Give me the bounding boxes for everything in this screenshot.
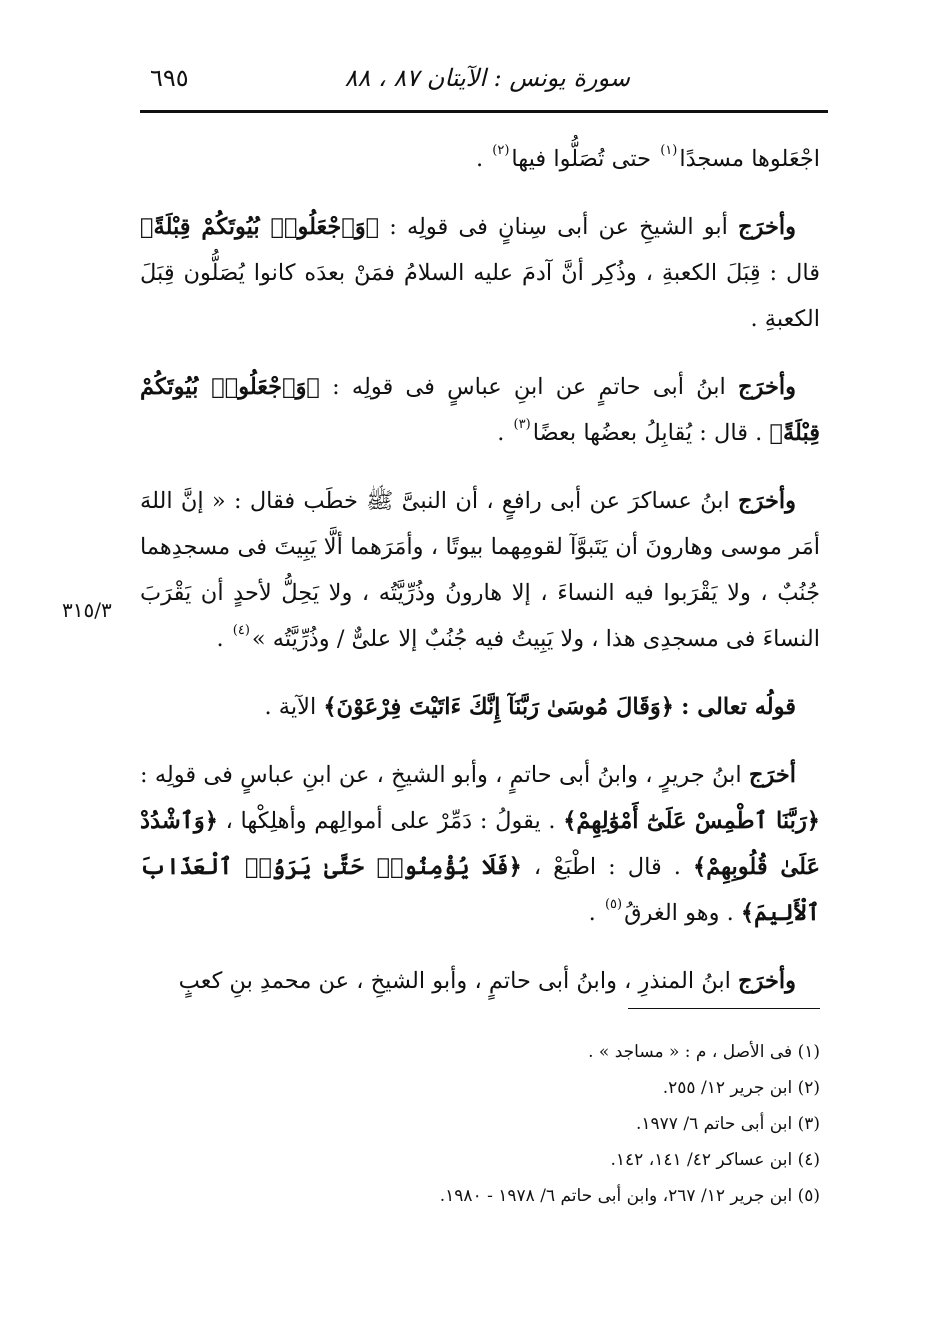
footnotes (140, 1034, 820, 1214)
text-run: . (216, 626, 231, 652)
text-run: ابنُ عساكرَ عن أبى رافعٍ ، أن النبىَّ ﷺ خطَب فقال : « إنَّ اللهَ أمَر موسى وهارونَ أن يَتَبوَّآ لقومِهما بيوتًا ، وأمَرَهما ألَّا يَبِيتَ فى مسجدِهما جُنُبٌ ، ولا يَقْرَبوا فيه النساءَ ، إلا هارونُ وذُرِّيَّتُه ، ولا يَحِلُّ لأحدٍ أن يَقْرَبَ النساءَ فى مسجدِى هذا ، ولا يَبِيتُ فيه جُنُبٌ إلا علىٌّ / وذُرِّيَّتُه » (140, 488, 820, 652)
paragraph-lead: وأخرَج (738, 968, 796, 994)
text-run: . (475, 146, 491, 172)
text-run: الآية . (264, 694, 324, 720)
footnote: (٥) ابن جرير ١٢/ ٢٦٧، وابن أبى حاتم ٦/ ١٩٧٨ - ١٩٨٠. (439, 1186, 820, 1206)
page-number: ٦٩٥ (150, 64, 189, 92)
text-run: حتى تُصَلُّوا فيها (511, 146, 659, 172)
quran-verse: ﴿وَٱجْعَلُوا۟ بُيُوتَكُمْ قِبْلَةً﴾ (140, 374, 820, 446)
margin-reference: ٣١٥/٣ (62, 598, 112, 622)
paragraph (140, 478, 820, 662)
footnote-marker: (١) (660, 143, 678, 158)
text-run: اجْعَلوها مسجدًا (679, 146, 820, 172)
text-run: قال : قِبَلَ الكعبةِ ، وذُكِر أنَّ آدمَ عليه السلامُ فمَنْ بعدَه كانوا يُصَلُّون قِبَلَ الكعبةِ . (140, 260, 820, 332)
text-run: ابنُ جريرٍ ، وابنُ أبى حاتمٍ ، وأبو الشيخِ ، عن ابنِ عباسٍ فى قولِه : (140, 762, 749, 788)
footnote: (٣) ابن أبى حاتم ٦/ ١٩٧٧. (635, 1114, 820, 1134)
footnote-rule (628, 1008, 820, 1009)
text-run: . قال : اطْبَعْ ، (521, 854, 694, 880)
text-run: ابنُ أبى حاتمٍ عن ابنِ عباسٍ فى قولِه : (319, 374, 739, 400)
paragraph-lead: أخرَج (748, 762, 796, 788)
text-run: . يقولُ : دَمِّرْ على أموالِهم وأهلِكْها ، (217, 808, 564, 834)
paragraph (140, 958, 820, 1004)
text-run: . قال : يُقابِلُ بعضُها بعضًا (532, 420, 770, 446)
paragraph (140, 136, 820, 182)
text-run: ابنُ المنذرِ ، وابنُ أبى حاتمٍ ، وأبو الشيخِ ، عن محمدِ بنِ كعبٍ (178, 968, 739, 994)
text-run: . (497, 420, 512, 446)
paragraph (140, 684, 820, 730)
footnote-marker: (٣) (513, 417, 531, 432)
main-text (140, 136, 820, 1026)
quran-verse: ﴿وَٱجْعَلُوا۟ بُيُوتَكُمْ قِبْلَةً﴾ (140, 214, 380, 240)
quran-verse: ﴿وَٱشْدُدْ عَلَىٰ قُلُوبِهِمْ﴾ (140, 808, 820, 880)
surah-title: سورة يونس : الآيتان ٨٧ ، ٨٨ (344, 64, 630, 92)
quran-verse: ﴿فَلَا يُؤْمِنُوا۟ حَتَّىٰ يَرَوُا۟ ٱلْعَذَابَ ٱلْأَلِيمَ﴾ (140, 854, 820, 926)
text-run: . وهو الغرقُ (624, 900, 741, 926)
footnote-marker: (٤) (232, 623, 250, 638)
footnote-marker: (٥) (604, 897, 623, 912)
footnote: (٤) ابن عساكر ٤٢/ ١٤١، ١٤٢. (610, 1150, 820, 1170)
paragraph-lead: قولُه تعالى : (681, 694, 796, 720)
footnote: (٢) ابن جرير ١٢/ ٢٥٥. (662, 1078, 820, 1098)
paragraph-lead: وأخرَج (738, 488, 796, 514)
paragraph (140, 752, 820, 936)
running-header (140, 58, 820, 104)
text-run: أبو الشيخِ عن أبى سِنانٍ فى قولِه : (379, 214, 739, 240)
paragraph-lead: وأخرَج (738, 374, 796, 400)
header-rule (140, 110, 828, 113)
quran-verse: ﴿وَقَالَ مُوسَىٰ رَبَّنَآ إِنَّكَ ءَاتَيْتَ فِرْعَوْنَ﴾ (323, 694, 674, 720)
paragraph (140, 204, 820, 342)
text-run: . (588, 900, 603, 926)
footnote-marker: (٢) (492, 143, 510, 158)
paragraph-lead: وأخرَج (738, 214, 796, 240)
footnote: (١) فى الأصل ، م : « مساجد » . (588, 1042, 820, 1062)
paragraph (140, 364, 820, 456)
quran-verse: ﴿رَبَّنَا ٱطْمِسْ عَلَىٰٓ أَمْوَٰلِهِمْ﴾ (563, 808, 820, 834)
